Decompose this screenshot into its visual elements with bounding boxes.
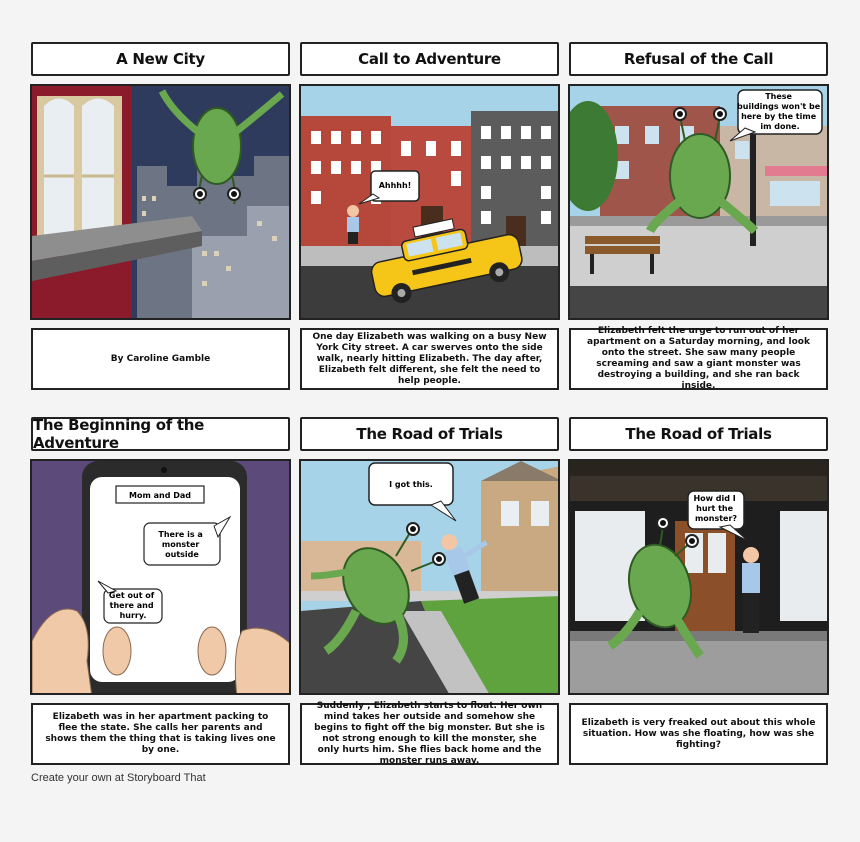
- panel-6-caption: Elizabeth is very freaked out about this whole situation. How was she floating, how was she fighting?: [569, 703, 828, 765]
- panel-1-title: A New City: [31, 42, 290, 76]
- panel-1-scene: [30, 84, 291, 320]
- panel-6-scene: [568, 459, 829, 695]
- panel-3-scene: [568, 84, 829, 320]
- panel-1-caption: By Caroline Gamble: [31, 328, 290, 390]
- panel-2-title: Call to Adventure: [300, 42, 559, 76]
- phone-message-1: There is a monster outside: [158, 530, 203, 559]
- panel-2-scene: [299, 84, 560, 320]
- panel-4-title: The Beginning of the Adventure: [31, 417, 290, 451]
- footer-credit[interactable]: Create your own at Storyboard That: [31, 772, 206, 784]
- panel-5-title: The Road of Trials: [300, 417, 559, 451]
- panel-5-caption: Suddenly , Elizabeth starts to float. Her own mind takes her outside and somehow she begins to fight off the big monster. But she is not strong enough to kill the monster, she only hurts him. She flies back home and the monster runs away.: [300, 703, 559, 765]
- panel-3-bubble: These buildings won't be here by the time im done.: [737, 92, 821, 131]
- phone-contact-name: Mom and Dad: [129, 491, 191, 500]
- panel-2-bubble: Ahhhh!: [378, 181, 412, 190]
- panel-2-caption: One day Elizabeth was walking on a busy New York City street. A car swerves onto the side walk, nearly hitting Elizabeth. The day after, Elizabeth felt different, she felt the need to help people.: [300, 328, 559, 390]
- panel-5-bubble: I got this.: [389, 480, 433, 489]
- phone-message-2: Get out of there and hurry.: [108, 591, 155, 620]
- panel-4-caption: Elizabeth was in her apartment packing to flee the state. She calls her parents and shows them the thing that is taking lives one by one.: [31, 703, 290, 765]
- panel-3-title: Refusal of the Call: [569, 42, 828, 76]
- panel-6-bubble: How did I hurt the monster?: [693, 494, 738, 523]
- panel-3-caption: Elizabeth felt the urge to run out of her apartment on a Saturday morning, and look onto the street. She saw many people screaming and saw a giant monster was destroying a building, and she ran back inside.: [569, 328, 828, 390]
- panel-4-scene: [30, 459, 291, 695]
- panel-5-scene: [299, 459, 560, 695]
- panel-6-title: The Road of Trials: [569, 417, 828, 451]
